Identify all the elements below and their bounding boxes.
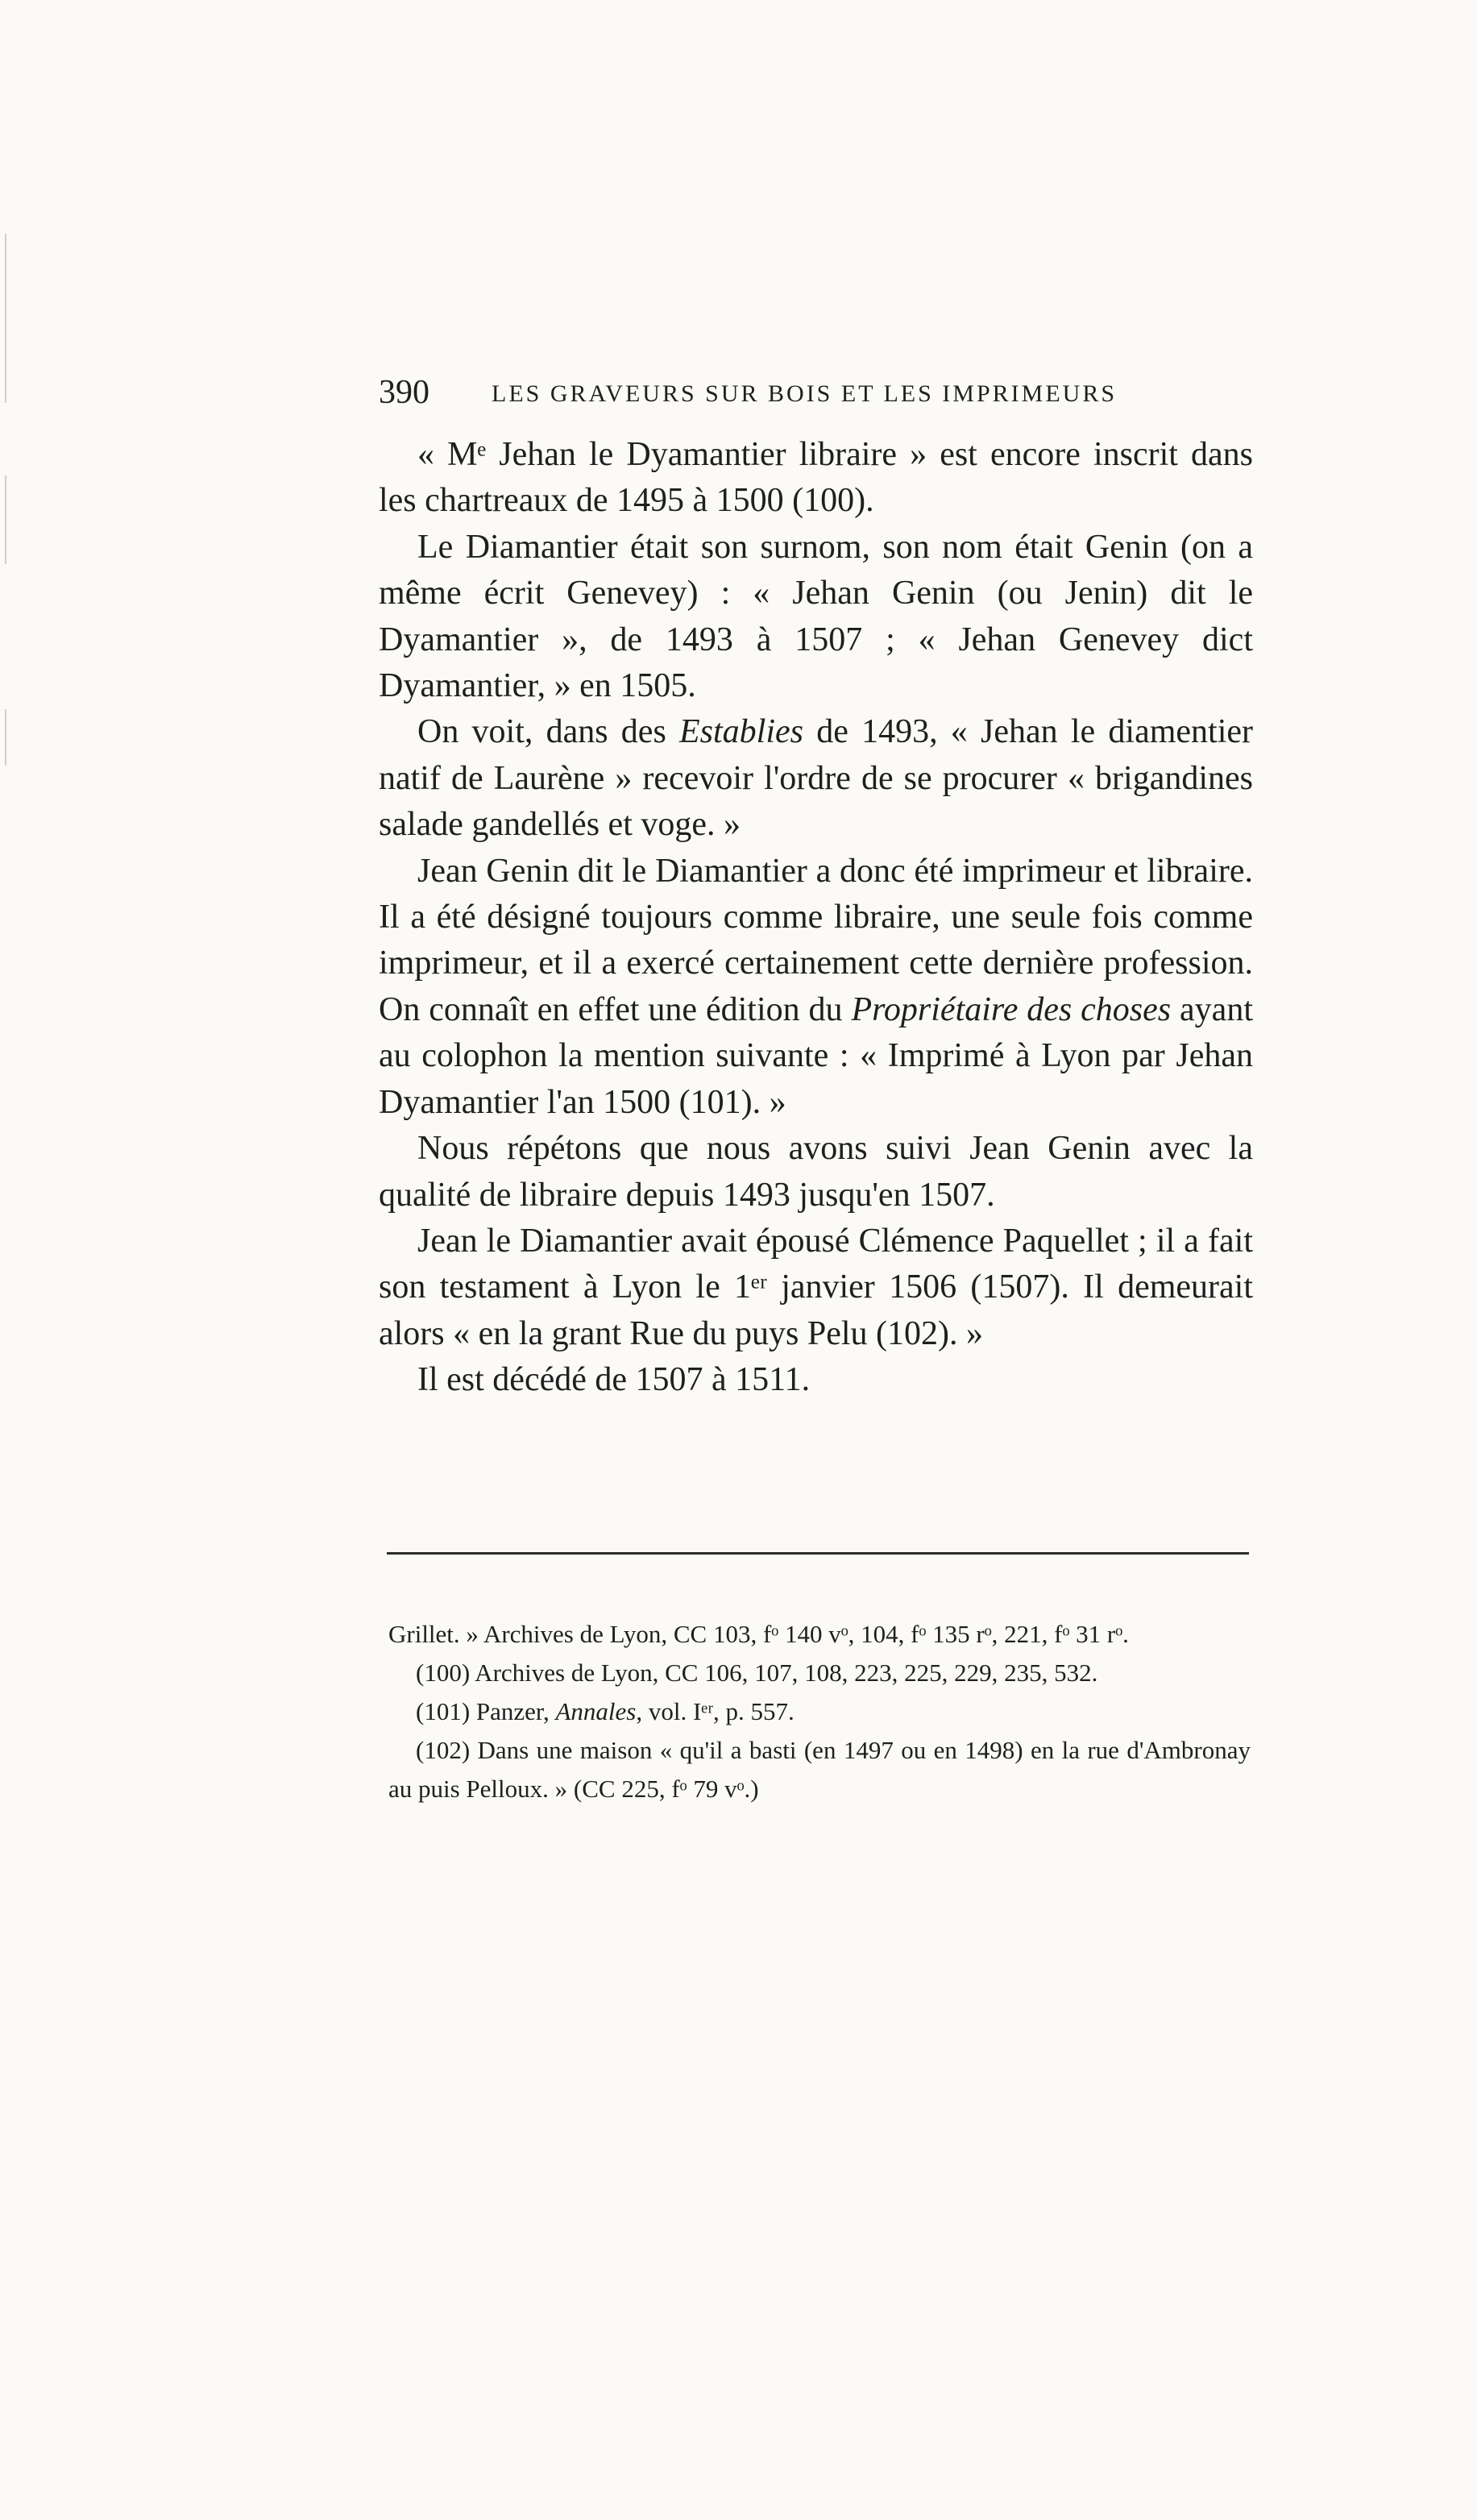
- italic-title: Annales: [555, 1697, 637, 1725]
- paragraph-text: Le Diamantier était son surnom, son nom était Genin (on a même écrit Genevey) : « Jehan Genin (ou Jenin) dit le Dyamantier », de 1493 à 1507 ; « Jehan Genevey dict Dyamantier, » en 1505.: [379, 528, 1253, 705]
- paragraph-text: ayant au colophon la mention suivante : « Imprimé à Lyon par Jehan Dyamantier l'an 1500 (101). »: [379, 990, 1253, 1121]
- footnote-divider: [387, 1552, 1249, 1555]
- footnote: [388, 1692, 1251, 1731]
- italic-title: Establies: [679, 713, 804, 751]
- footnote-text: (102) Dans une maison « qu'il a basti (en 1497 ou en 1498) en la rue d'Ambronay au puis Pelloux. » (CC 225, fᵒ 79 vᵒ.): [388, 1736, 1251, 1803]
- paragraph: [379, 1357, 1253, 1403]
- paragraph: [379, 1218, 1253, 1357]
- body-text: [379, 432, 1253, 1404]
- page-header: [379, 372, 1257, 413]
- footnotes: [388, 1615, 1251, 1808]
- page-number: 390: [379, 374, 429, 411]
- paragraph: [379, 709, 1253, 848]
- footnote-text: (101) Panzer,: [416, 1697, 556, 1725]
- running-title: LES GRAVEURS SUR BOIS ET LES IMPRIMEURS: [492, 380, 1118, 407]
- footnote: [388, 1654, 1251, 1692]
- italic-title: Propriétaire des choses: [851, 990, 1172, 1028]
- paragraph-text: Il est décédé de 1507 à 1511.: [417, 1361, 811, 1399]
- paragraph-text: « Mᵉ Jehan le Dyamantier libraire » est encore inscrit dans les chartreaux de 1495 à 1500 (100).: [379, 436, 1253, 520]
- scan-edge-mark: [5, 709, 6, 766]
- paragraph: [379, 432, 1253, 525]
- footnote-text: (100) Archives de Lyon, CC 106, 107, 108, 223, 225, 229, 235, 532.: [416, 1659, 1098, 1687]
- paragraph: [379, 849, 1253, 1126]
- footnote-text: , vol. Iᵉʳ, p. 557.: [636, 1697, 795, 1725]
- paragraph-text: Nous répétons que nous avons suivi Jean Genin avec la qualité de libraire depuis 1493 jusqu'en 1507.: [379, 1130, 1253, 1214]
- scan-edge-mark: [5, 475, 6, 564]
- paragraph-text: On voit, dans des: [417, 713, 680, 751]
- footnote-text: Grillet. » Archives de Lyon, CC 103, fᵒ 140 vᵒ, 104, fᵒ 135 rᵒ, 221, fᵒ 31 rᵒ.: [388, 1620, 1129, 1648]
- footnote: [388, 1615, 1251, 1654]
- paragraph-text: Jean le Diamantier avait épousé Clémence Paquellet ; il a fait son testament à Lyon le 1ᵉʳ janvier 1506 (1507). Il demeurait alors « en la grant Rue du puys Pelu (102). »: [379, 1222, 1253, 1352]
- paragraph-text: Jean Genin dit le Diamantier a donc été imprimeur et libraire. Il a été désigné toujours comme libraire, une seule fois comme imprimeur, et il a exercé certainement cette dernière profession. On connaît en effet une édition du: [379, 852, 1253, 1028]
- paragraph: [379, 1126, 1253, 1218]
- scan-edge-mark: [5, 234, 6, 403]
- paragraph-text: de 1493, « Jehan le diamentier natif de Laurène » recevoir l'ordre de se procurer « brigandines salade gandellés et voge. »: [379, 713, 1253, 844]
- paragraph: [379, 525, 1253, 710]
- footnote: [388, 1731, 1251, 1808]
